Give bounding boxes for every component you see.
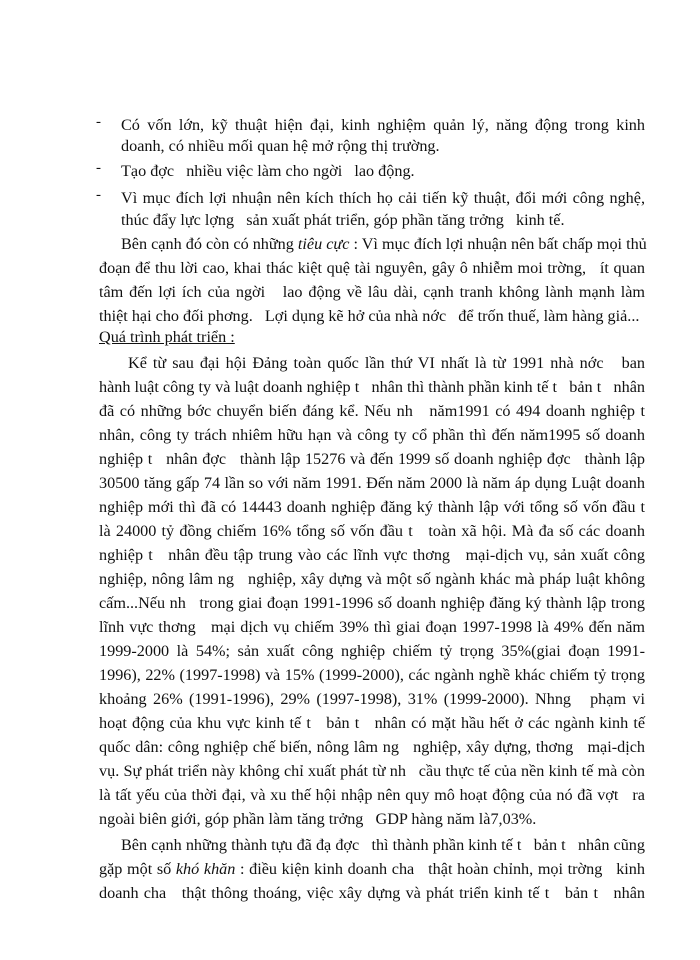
bullet-marker: -	[96, 160, 101, 176]
development-line: là tất yếu của thời đại, và xu thế hội nhập nên quy mô hoạt động của nó đã vợt ra	[99, 786, 645, 804]
negatives-line-1: Bên cạnh đó còn có những tiêu cực : Vì mục đích lợi nhuận nên bất chấp mọi thủ	[121, 235, 647, 253]
development-line: quốc dân: công nghiệp chế biến, nông lâm ng nghiệp, xây dựng, thơng mại-dịch	[99, 738, 645, 756]
development-line: nhân, công ty trách nhiêm hữu hạn và công ty cổ phần thì đến năm1995 số doanh	[99, 426, 645, 444]
development-line: vụ. Sự phát triển này không chỉ xuất phát từ nh cầu thực tế của nền kinh tế mà còn	[99, 762, 645, 780]
difficulties-line-3: doanh cha thật thông thoáng, việc xây dựng và phát triển kinh tế t bản t nhân	[99, 884, 645, 902]
development-line: nghiệp t nhân đều tập trung vào các lĩnh vực thơng mại-dịch vụ, sản xuất công	[99, 546, 645, 564]
section-heading: Quá trình phát triển :	[99, 328, 235, 346]
development-line: Kể từ sau đại hội Đảng toàn quốc lần thứ VI nhất là từ 1991 nhà nớc ban	[128, 354, 645, 372]
difficulties-line-2: gặp một số khó khăn : điều kiện kinh doanh cha thật hoàn chỉnh, mọi trờng kinh	[99, 860, 645, 878]
term-tieu-cuc: tiêu cực	[297, 235, 350, 253]
development-line: lĩnh vực thơng mại dịch vụ chiếm 39% thì giai đoạn 1997-1998 là 49% đến năm	[99, 618, 645, 636]
bullet-3-line-1: Vì mục đích lợi nhuận nên kích thích họ cải tiến kỹ thuật, đổi mới công nghệ,	[121, 189, 645, 207]
development-line: nghiệp, nông lâm ng nghiệp, xây dựng và một số ngành khác mà pháp luật không	[99, 570, 645, 588]
development-line: ngoài biên giới, góp phần làm tăng trởng GDP hàng năm là7,03%.	[99, 810, 537, 828]
negatives-line-2: đoạn để thu lời cao, khai thác kiệt quệ tài nguyên, gây ô nhiễm moi trờng, ít quan	[99, 259, 645, 277]
development-line: nghiệp t nhân đợc thành lập 15276 và đến 1999 số doanh nghiệp đợc thành lập	[99, 450, 645, 468]
bullet-2-line-1: Tạo đợc nhiều việc làm cho ngời lao động.	[121, 162, 415, 180]
development-line: nghiệp mới thì đã có 14443 doanh nghiệp đăng ký thành lập với tổng số vốn đầu t	[99, 498, 645, 516]
bullet-3-line-2: thúc đẩy lực lợng sản xuất phát triển, góp phần tăng trởng kinh tế.	[121, 211, 565, 229]
bullet-1-line-1: Có vốn lớn, kỹ thuật hiện đại, kinh nghiệm quản lý, năng động trong kinh	[121, 116, 645, 134]
development-line: là 24000 tỷ đồng chiếm 16% tổng số vốn đầu t toàn xã hội. Mà đa số các doanh	[99, 522, 645, 540]
bullet-1-line-2: doanh, có nhiều mối quan hệ mở rộng thị trường.	[121, 137, 440, 155]
term-kho-khan: khó khăn	[175, 860, 236, 878]
development-line: 1999-2000 là 54%; sản xuất công nghiệp chiếm tỷ trọng 35%(giai đoạn 1991-	[99, 642, 645, 660]
negatives-line-3: tâm đến lợi ích của ngời lao động về lâu dài, cạnh tranh không lành mạnh làm	[99, 283, 645, 301]
bullet-marker: -	[96, 114, 101, 130]
development-line: 1996), 22% (1997-1998) và 15% (1999-2000), các ngành nghề khác chiếm tỷ trọng	[99, 666, 645, 684]
development-line: hành luật công ty và luật doanh nghiệp t nhân thì thành phần kinh tế t bản t nhân	[99, 378, 645, 396]
negatives-line-4: thiệt hại cho đối phơng. Lợi dụng kẽ hở của nhà nớc để trốn thuế, làm hàng giả...	[99, 307, 640, 325]
development-line: đã có những bớc chuyển biến đáng kể. Nếu nh năm1991 có 494 doanh nghiệp t	[99, 402, 645, 420]
difficulties-line-1: Bên cạnh những thành tựu đã đạ đợc thì thành phần kinh tế t bản t nhân cũng	[121, 836, 645, 854]
development-line: khoảng 26% (1991-1996), 29% (1997-1998), 31% (1999-2000). Nhng phạm vi	[99, 690, 645, 708]
development-line: 30500 tăng gấp 74 lần so với năm 1991. Đến năm 2000 là năm áp dụng Luật doanh	[99, 474, 645, 492]
bullet-marker: -	[96, 187, 101, 203]
development-line: cấm...Nếu nh trong giai đoạn 1991-1996 số doanh nghiệp đăng ký thành lập trong	[99, 594, 645, 612]
development-line: hoạt động của khu vực kinh tế t bản t nhân có mặt hầu hết ở các ngành kinh tế	[99, 714, 645, 732]
